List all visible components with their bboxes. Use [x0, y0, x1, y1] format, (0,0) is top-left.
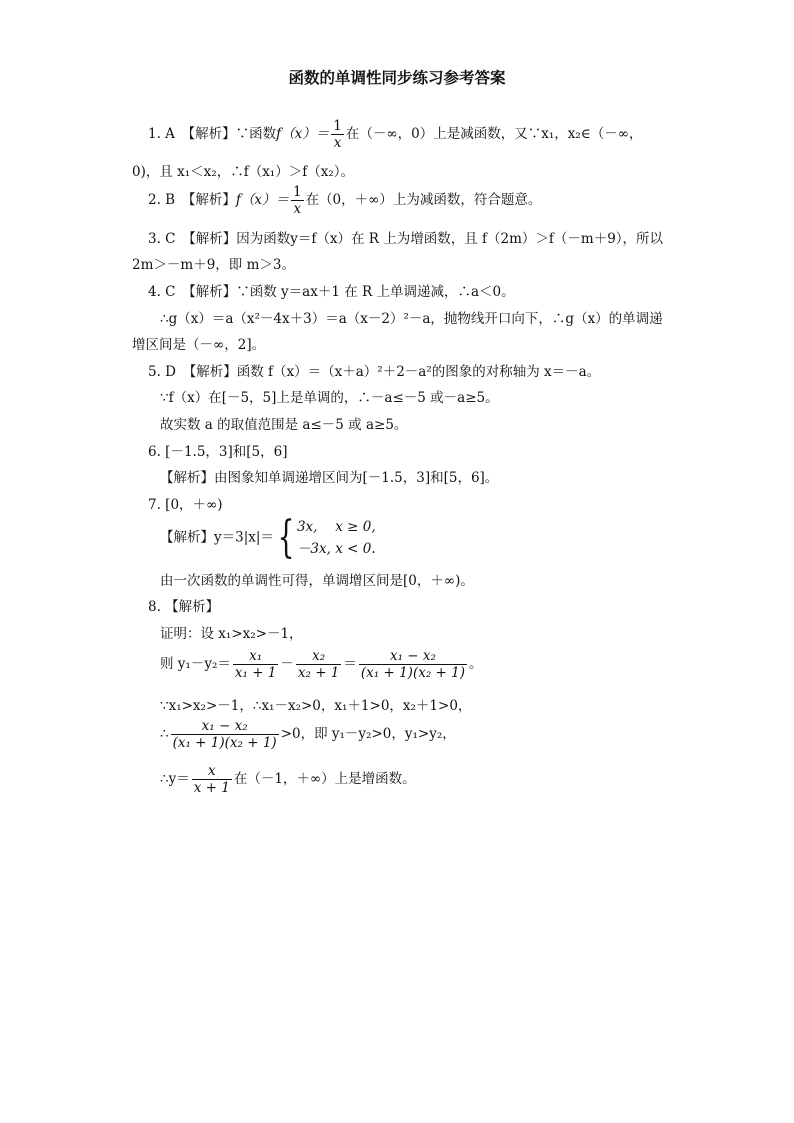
- q8-line2: 证明：设 x₁>x₂>－1，: [160, 626, 303, 642]
- q7-prefix: 【解析】y＝3|x|＝: [160, 529, 274, 546]
- q7-line3: 由一次函数的单调性可得，单调增区间是[0，＋∞)。: [160, 573, 474, 589]
- q7-cases: [297, 516, 376, 560]
- q2-rest: 在（0，＋∞）上为减函数，符合题意。: [305, 192, 542, 209]
- q1-line2: 0)，且 x₁＜x₂，∴f（x₁）＞f（x₂）。: [132, 164, 354, 180]
- q2-den: x: [291, 200, 304, 217]
- q1-den: x: [331, 134, 344, 151]
- q1-num: 1: [333, 118, 342, 134]
- q8-frac3-den: (x₁ + 1)(x₂ + 1): [360, 665, 465, 682]
- q1-rest: 在（－∞，0）上是减函数，又∵x₁，x₂∈（－∞，: [345, 126, 643, 143]
- q1-fraction: [331, 118, 344, 151]
- q8-l3-prefix: 则 y₁－y₂＝: [160, 655, 231, 672]
- q8-line1: 8. 【解析】: [148, 599, 220, 615]
- q8-frac2-num: x₂: [312, 648, 326, 664]
- q2-line1: [148, 184, 541, 217]
- q2-fraction: [291, 184, 304, 217]
- q5-line2: ∵f（x）在[－5，5]上是单调的，∴－a≤－5 或－a≥5。: [160, 390, 499, 406]
- q8-frac1: [233, 648, 279, 681]
- q7-case1: 3x, x ≥ 0,: [296, 519, 376, 535]
- q8-frac5-den: x + 1: [193, 780, 230, 797]
- q3-line2: 2m＞－m＋9，即 m＞3。: [132, 257, 295, 273]
- q7-case2: －3x, x < 0.: [296, 541, 376, 557]
- q8-frac5-num: x: [207, 763, 216, 779]
- q8-line3: [160, 648, 483, 681]
- q8-l6-prefix: ∴y＝: [160, 770, 190, 787]
- q6-line1: 6. [－1.5，3]和[5，6]: [148, 444, 288, 460]
- q8-eq: ＝: [343, 655, 357, 672]
- q5-line3: 故实数 a 的取值范围是 a≤－5 或 a≥5。: [160, 417, 408, 433]
- q8-l5-rest: >0，即 y₁－y₂>0，y₁>y₂，: [280, 725, 456, 742]
- q4-line1: 4. C 【解析】∵函数 y＝ax＋1 在 R 上单调递减，∴a＜0。: [148, 284, 515, 300]
- q2-prefix: 2. B 【解析】: [148, 192, 236, 209]
- q8-frac2-den: x₂ + 1: [297, 665, 340, 682]
- q8-l5-prefix: ∴: [160, 725, 169, 742]
- q3-line1: 3. C 【解析】因为函数y＝f（x）在 R 上为增函数，且 f（2m）＞f（－m＋9），所以: [148, 231, 664, 247]
- q8-frac4-den: (x₁ + 1)(x₂ + 1): [172, 735, 277, 752]
- q8-line4: ∵x₁>x₂>－1，∴x₁－x₂>0，x₁＋1>0，x₂＋1>0，: [160, 698, 472, 714]
- q1-line1: [148, 118, 643, 151]
- q8-frac3: [359, 648, 467, 681]
- page-title: 函数的单调性同步练习参考答案: [288, 69, 506, 87]
- q8-line5: [160, 718, 456, 751]
- q7-piecewise: [160, 512, 376, 563]
- q8-frac1-num: x₁: [249, 648, 263, 664]
- q4-line3: 增区间是（－∞，2]。: [132, 337, 266, 353]
- q8-frac4-num: x₁ − x₂: [201, 718, 248, 734]
- q2-fx: f（x）＝: [235, 192, 289, 209]
- q7-line1: 7. [0，＋∞): [148, 497, 223, 513]
- q4-line2: ∴g（x）＝a（x²－4x＋3）＝a（x－2）²－a，抛物线开口向下，∴g（x）的单调递: [160, 311, 663, 327]
- q8-frac5: [192, 763, 232, 796]
- q7-brace: {: [277, 512, 295, 563]
- q2-num: 1: [292, 184, 302, 200]
- q8-line6: [160, 763, 416, 796]
- q8-frac2: [296, 648, 342, 681]
- q1-prefix: 1. A 【解析】∵函数: [148, 126, 277, 143]
- q8-minus: －: [280, 655, 294, 672]
- q6-line2: 【解析】由图象知单调递增区间为[－1.5，3]和[5，6]。: [160, 470, 499, 486]
- q8-frac1-den: x₁ + 1: [234, 665, 277, 682]
- q8-l6-rest: 在（－1，＋∞）上是增函数。: [233, 770, 416, 787]
- q8-frac4: [171, 718, 279, 751]
- q8-end: 。: [469, 655, 483, 672]
- q5-line1: 5. D 【解析】函数 f（x）＝（x＋a）²＋2－a²的图象的对称轴为 x＝－a。: [148, 364, 601, 380]
- q8-frac3-num: x₁ − x₂: [389, 648, 436, 664]
- q1-fx: f（x）＝: [276, 126, 330, 143]
